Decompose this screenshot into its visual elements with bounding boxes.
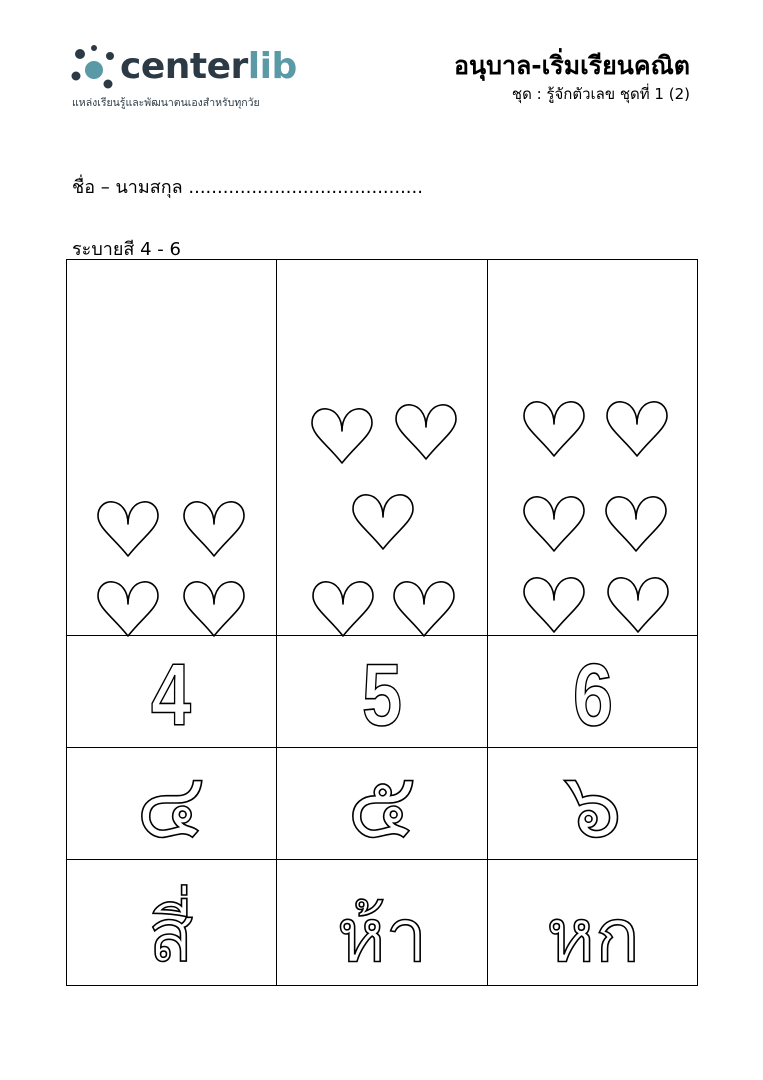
arabic-numeral-5[interactable]: 5 bbox=[362, 645, 402, 744]
thai-digit-4[interactable]: ๔ bbox=[136, 752, 206, 859]
worksheet-grid bbox=[66, 259, 698, 986]
arabic-numeral-6[interactable]: 6 bbox=[573, 645, 613, 744]
logo-wordmark: centerlib bbox=[120, 46, 297, 87]
thai-word-5[interactable]: ห้า bbox=[336, 893, 428, 979]
arabic-numeral-4[interactable]: 4 bbox=[151, 645, 192, 744]
page-title: อนุบาล-เริ่มเรียนคณิต bbox=[453, 51, 690, 80]
logo-molecule-icon bbox=[70, 44, 118, 90]
grid-border bbox=[67, 260, 698, 986]
thai-word-6[interactable]: หก bbox=[546, 893, 640, 979]
logo-tagline: แหล่งเรียนรู้และพัฒนาตนเองสำหรับทุกวัย bbox=[72, 97, 260, 109]
thai-word-4[interactable]: สี่ bbox=[148, 893, 194, 979]
thai-digit-6[interactable]: ๖ bbox=[563, 752, 623, 859]
centerlib-logo bbox=[70, 40, 300, 110]
name-field-line: ชื่อ – นามสกุล ......................................... bbox=[72, 177, 423, 198]
instruction-text: ระบายสี 4 - 6 bbox=[72, 239, 181, 260]
page-subtitle: ชุด : รู้จักตัวเลข ชุดที่ 1 (2) bbox=[511, 85, 690, 103]
thai-digit-5[interactable]: ๕ bbox=[347, 752, 417, 859]
